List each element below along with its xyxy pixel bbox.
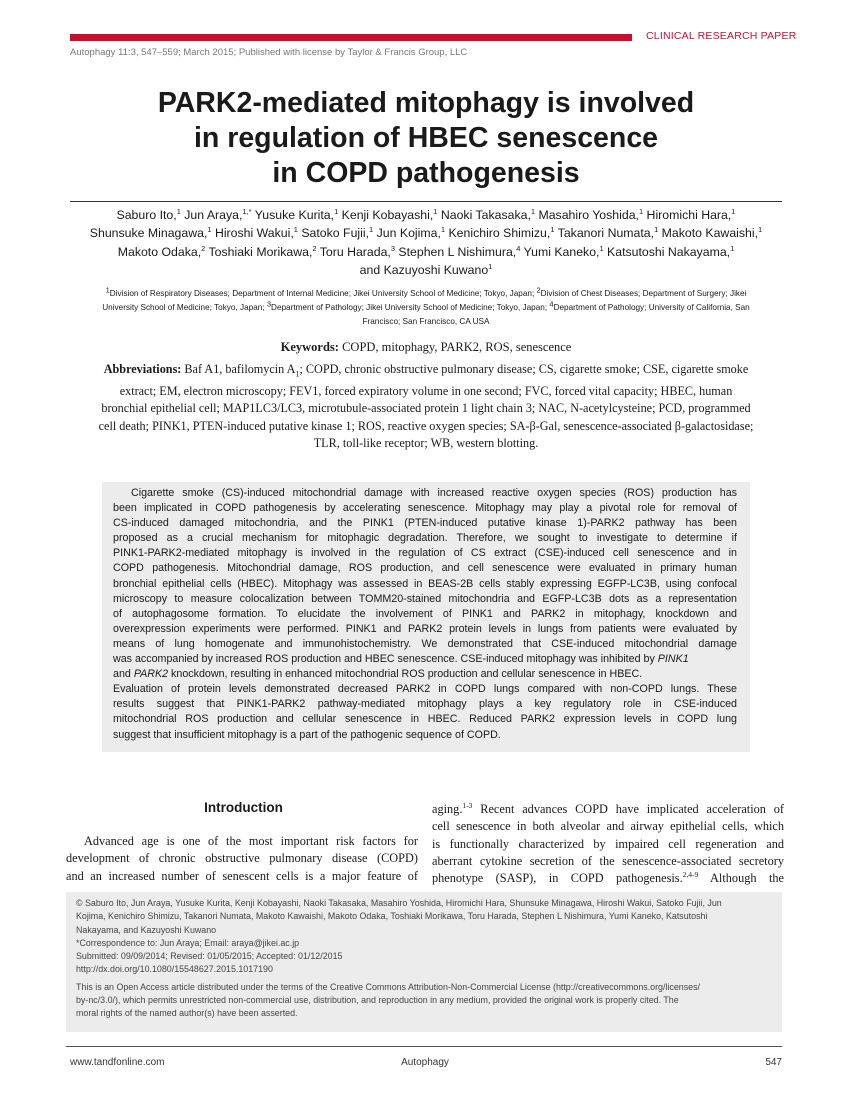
page-number: 547 [765,1057,782,1068]
doi-link[interactable]: http://dx.doi.org/10.1080/15548627.2015.1017190 [76,964,273,975]
abbreviation-line: extract; EM, electron microscopy; FEV1, forced expiratory volume in one second; FVC, forced vital capacity; HBEC, human [119,383,733,398]
body-line: aging.$^{1-3}$ Recent advances COPD have implicated acceleration of [432,800,784,816]
article-footnote [76,897,776,1021]
article-title [70,86,782,191]
affiliation-line: University School of Medicine; Tokyo, Japan; $^3$Department of Pathology; Jikei University School of Medicine; Tokyo, Japan; $^4$Department of Pathology; University of California, San [102,299,750,312]
title-line: PARK2-mediated mitophagy is involved [157,87,695,119]
keywords [70,340,782,355]
correspondence: *Correspondence to: Jun Araya; Email: araya@jikei.ac.jp [76,937,300,948]
footer-journal-name: Autophagy [401,1057,449,1068]
abstract-line: COPD pathogenesis. Mitochondrial damage, ROS production, and cell senescence were evaluated in primary human [113,562,737,575]
abstract-line: PINK1-PARK2-mediated mitophagy is involved in the regulation of CS extract (CSE)-induced cell senescence and in [113,547,737,560]
body-column-left [66,833,418,885]
abstract-line: been implicated in COPD pathogenesis by accelerating senescence. Mitophagy may play a pivotal role for removal of [113,502,737,515]
header-accent-bar [70,34,632,41]
abstract-line: of autophagosome formation. To elucidate the involvement of PINK1 and PARK2 in mitophagy, knockdown and [113,607,737,620]
abbreviations [70,361,782,452]
keywords-text: COPD, mitophagy, PARK2, ROS, senescence [338,340,572,354]
author-line: Shunsuke Minagawa,$^1$ Hiroshi Wakui,$^1$ Satoko Fujii,$^1$ Jun Kojima,$^1$ Kenichiro Shimizu,$^1$ Takanori Numata,$^1$ Makoto Kawaishi,$^1$ [89,225,763,241]
abstract-line: bronchial epithelial cells (HBEC). Mitophagy was assessed in BEAS-2B cells stably expressing EGFP-LC3B, using confocal [113,577,737,590]
abstract-line: overexpression experiments were performed. PINK1 and PARK2 protein levels in lungs from patients were evaluated by [113,622,737,635]
abstract-line: suggest that insufficient mitophagy is a part of the pathogenic sequence of COPD. [113,728,501,741]
abbreviation-line: bronchial epithelial cell; MAP1LC3/LC3, microtubule-associated protein 1 light chain 3; NAC, N-acetylcysteine; PCD, programmed [101,401,751,416]
author-line: Saburo Ito,$^1$ Jun Araya,$^{1,*}$ Yusuke Kurita,$^1$ Kenji Kobayashi,$^1$ Naoki Takasaka,$^1$ Masahiro Yoshida,$^1$ Hiromichi Hara,$^1$ [116,206,736,222]
abbreviation-line: cell death; PINK1, PTEN-induced putative kinase 1; ROS, reactive oxygen species; SA-β-Gal, senescence-associated β-galactosidase; [98,418,754,433]
copyright-line: Kojima, Kenichiro Shimizu, Takanori Numata, Makoto Kawaishi, Makoto Odaka, Toshiaki Morikawa, Toru Harada, Stephen L Nishimura, Yumi Kaneko, Katsutoshi [76,911,708,922]
footer-website-link[interactable]: www.tandfonline.com [70,1057,165,1068]
license-line: This is an Open Access article distributed under the terms of the Creative Commons Attribution-Non-Commercial License (http://creativecommons.org/licenses/ [76,981,700,992]
license-line: by-nc/3.0/), which permits unrestricted non-commercial use, distribution, and reproduction in any medium, provided the original work is properly cited. The [76,995,679,1006]
affiliation-line: $^1$Division of Respiratory Diseases; Department of Internal Medicine; Jikei University School of Medicine; Tokyo, Japan; $^2$Division of Chest Diseases; Department of Surgery; Jikei [105,285,747,298]
abstract-line: and PARK2 knockdown, resulting in enhanced mitochondrial ROS production and cellular senescence in HBEC. [113,668,643,681]
abstract-line: Evaluation of protein levels demonstrated decreased PARK2 in COPD lungs compared with non-COPD lungs. These [113,683,737,696]
body-line: development of chronic obstructive pulmonary disease (COPD) [66,851,418,866]
abstract-line: means of lung homogenate and immunohistochemistry. We demonstrated that CSE-induced mitochondrial damage [113,637,737,650]
body-line: cell senescence in both alveolar and airway epithelial cells, which [432,819,784,834]
section-label: CLINICAL RESEARCH PAPER [646,30,797,42]
copyright-line: Nakayama, and Kazuyoshi Kuwano [76,924,217,935]
body-line: aberrant cytokine secretion of the senescence-associated secretory [432,853,784,868]
submission-dates: Submitted: 09/09/2014; Revised: 01/05/2015; Accepted: 01/12/2015 [76,951,343,962]
author-line: and Kazuyoshi Kuwano$^1$ [359,262,493,278]
abbreviation-line: Abbreviations: Baf A1, bafilomycin $A_1$; COPD, chronic obstructive pulmonary disease; CS, cigarette smoke; CSE, cigarette smoke [103,362,749,379]
keywords-label: Keywords: [280,340,339,354]
abstract-line: was accompanied by increased ROS production and HBEC senescence. CSE-induced mitophagy was inhibited by PINK1 [113,653,689,666]
affiliation-line: Francisco; San Francisco, CA USA [362,317,490,326]
affiliations [66,287,786,329]
copyright-line: © Saburo Ito, Jun Araya, Yusuke Kurita, Kenji Kobayashi, Naoki Takasaka, Masahiro Yoshida, Hiromichi Hara, Shunsuke Minagawa, Hiroshi Wakui, Satoko Fujii, Jun [76,898,722,908]
footer-divider [66,1046,782,1047]
abstract-line: results suggest that PINK1-PARK2 pathway-mediated mitophagy plays a key regulatory role in CSE-induced [113,698,737,711]
abstract-line: Cigarette smoke (CS)-induced mitochondrial damage with increased reactive oxygen species (ROS) production has [131,487,737,499]
body-line: phenotype (SASP), in COPD pathogenesis.$^{2,4-9}$ Although the [432,870,784,886]
journal-citation: Autophagy 11:3, 547–559; March 2015; Published with license by Taylor & Francis Group, LLC [70,47,468,58]
body-column-right [432,801,784,887]
author-list [70,206,782,280]
body-line: is functionally characterized by impaired cell regeneration and [432,836,784,851]
title-line: in COPD pathogenesis [272,157,580,189]
title-divider [70,201,782,202]
title-line: in regulation of HBEC senescence [193,122,659,154]
body-line: and an increased number of senescent cells is a major feature of [66,868,418,883]
license-line: moral rights of the named author(s) have been asserted. [76,1008,298,1019]
abstract [113,486,737,743]
section-heading-introduction: Introduction [204,800,283,815]
abstract-line: CS-induced damaged mitochondria, and the PINK1 (PTEN-induced putative kinase 1)-PARK2 pathway has been [113,517,737,530]
body-line: Advanced age is one of the most important risk factors for [84,834,418,848]
abstract-line: microscopy to measure colocalization between TOMM20-stained mitochondria and EGFP-LC3B dots as a representation [113,592,737,605]
abstract-line: proposed as a crucial mechanism for mitophagic degradation. Therefore, we sought to investigate to determine if [113,532,737,545]
author-line: Makoto Odaka,$^2$ Toshiaki Morikawa,$^2$ Toru Harada,$^3$ Stephen L Nishimura,$^4$ Yumi Kaneko,$^1$ Katsutoshi Nakayama,$^1$ [117,243,735,259]
abbreviation-line: TLR, toll-like receptor; WB, western blotting. [313,436,539,451]
abstract-line: mitochondrial ROS production and cellular senescence in HBEC. Reduced PARK2 expression levels in COPD lung [113,713,737,726]
